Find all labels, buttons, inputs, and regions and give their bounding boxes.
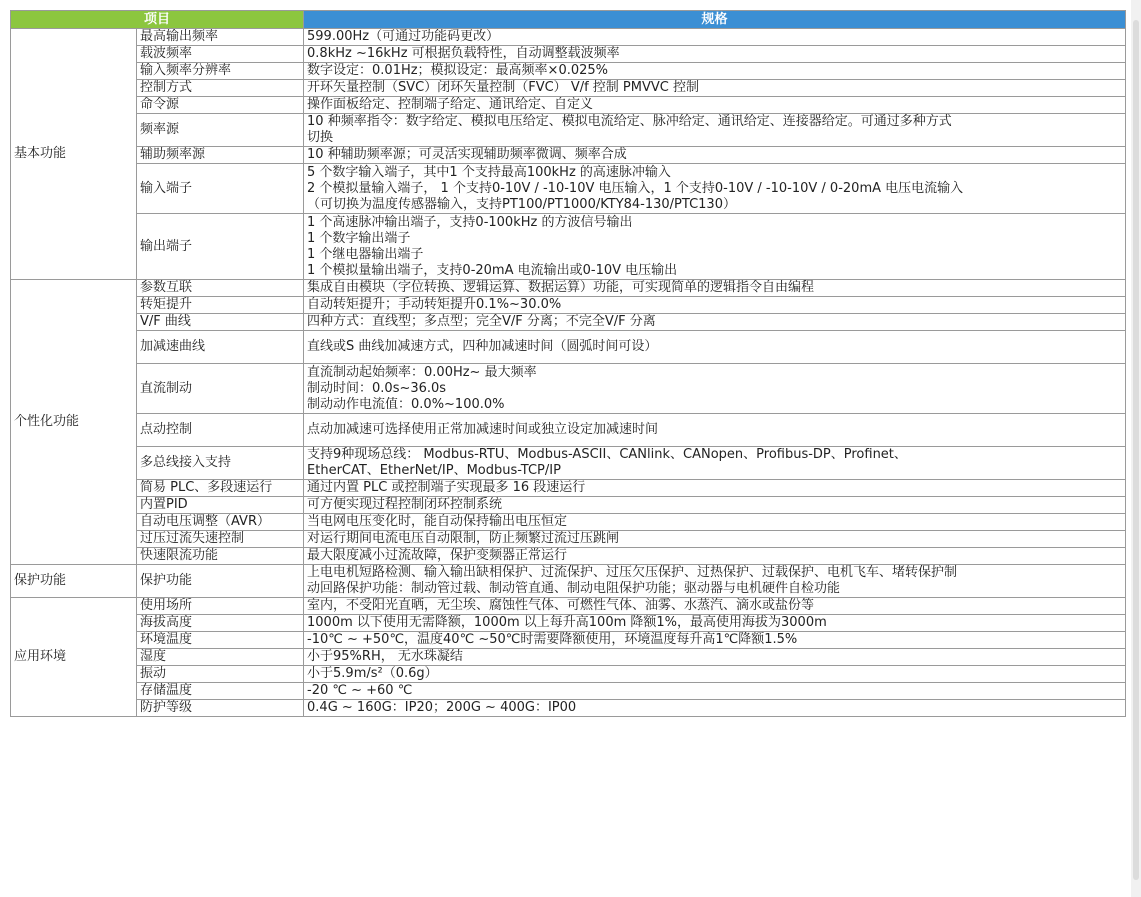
spec-cell: 上电电机短路检测、输入输出缺相保护、过流保护、过压欠压保护、过热保护、过载保护、电机飞车、堵转保护制 动回路保护功能：制动管过载、制动管直通、制动电阻保护功能；驱动器与电机硬件自检功能 — [304, 565, 1126, 598]
item-name-cell: 存储温度 — [137, 683, 304, 700]
table-row — [11, 615, 1126, 632]
table-row — [11, 565, 1126, 598]
header-item: 项目 — [11, 11, 304, 29]
table-row — [11, 280, 1126, 297]
table-row — [11, 97, 1126, 114]
item-name-cell: 快速限流功能 — [137, 548, 304, 565]
table-row — [11, 29, 1126, 46]
item-name-cell: 最高输出频率 — [137, 29, 304, 46]
table-row — [11, 114, 1126, 147]
spec-cell: 支持9种现场总线： Modbus-RTU、Modbus-ASCII、CANlink、CANopen、Profibus-DP、Profinet、 EtherCAT、EtherNet/IP、Modbus-TCP/IP — [304, 447, 1126, 480]
table-row — [11, 314, 1126, 331]
table-row — [11, 331, 1126, 364]
table-row — [11, 63, 1126, 80]
spec-cell: 当电网电压变化时，能自动保持输出电压恒定 — [304, 514, 1126, 531]
spec-cell: 开环矢量控制（SVC）闭环矢量控制（FVC） V/f 控制 PMVVC 控制 — [304, 80, 1126, 97]
item-name-cell: 自动电压调整（AVR） — [137, 514, 304, 531]
item-name-cell: 命令源 — [137, 97, 304, 114]
table-row — [11, 364, 1126, 414]
item-name-cell: 湿度 — [137, 649, 304, 666]
spec-cell: 5 个数字输入端子，其中1 个支持最高100kHz 的高速脉冲输入 2 个模拟量输入端子， 1 个支持0-10V / -10-10V 电压输入，1 个支持0-10V / -10-10V / 0-20mA 电压电流输入 （可切换为温度传感器输入，支持PT100/PT1000/KTY84-130/PTC130） — [304, 164, 1126, 214]
spec-cell: 数字设定：0.01Hz；模拟设定：最高频率×0.025% — [304, 63, 1126, 80]
item-name-cell: 转矩提升 — [137, 297, 304, 314]
item-name-cell: 保护功能 — [137, 565, 304, 598]
table-row — [11, 414, 1126, 447]
table-header-row — [11, 11, 1126, 29]
item-name-cell: 使用场所 — [137, 598, 304, 615]
spec-cell: 可方便实现过程控制闭环控制系统 — [304, 497, 1126, 514]
item-name-cell: 控制方式 — [137, 80, 304, 97]
item-name-cell: 过压过流失速控制 — [137, 531, 304, 548]
item-name-cell: 防护等级 — [137, 700, 304, 717]
item-name-cell: 辅助频率源 — [137, 147, 304, 164]
header-spec: 规格 — [304, 11, 1126, 29]
category-cell: 个性化功能 — [11, 280, 137, 565]
table-row — [11, 147, 1126, 164]
item-name-cell: 载波频率 — [137, 46, 304, 63]
item-name-cell: 海拔高度 — [137, 615, 304, 632]
table-row — [11, 514, 1126, 531]
spec-cell: 室内，不受阳光直晒，无尘埃、腐蚀性气体、可燃性气体、油雾、水蒸汽、滴水或盐份等 — [304, 598, 1126, 615]
table-row — [11, 683, 1126, 700]
spec-cell: 操作面板给定、控制端子给定、通讯给定、自定义 — [304, 97, 1126, 114]
item-name-cell: 环境温度 — [137, 632, 304, 649]
spec-cell: 小于95%RH， 无水珠凝结 — [304, 649, 1126, 666]
item-name-cell: 内置PID — [137, 497, 304, 514]
table-row — [11, 700, 1126, 717]
item-name-cell: 简易 PLC、多段速运行 — [137, 480, 304, 497]
category-cell: 保护功能 — [11, 565, 137, 598]
item-name-cell: 频率源 — [137, 114, 304, 147]
spec-cell: 四种方式：直线型；多点型；完全V/F 分离；不完全V/F 分离 — [304, 314, 1126, 331]
item-name-cell: 振动 — [137, 666, 304, 683]
spec-cell: 599.00Hz（可通过功能码更改） — [304, 29, 1126, 46]
spec-cell: 集成自由模块（字位转换、逻辑运算、数据运算）功能，可实现简单的逻辑指令自由编程 — [304, 280, 1126, 297]
table-row — [11, 548, 1126, 565]
item-name-cell: 多总线接入支持 — [137, 447, 304, 480]
table-row — [11, 531, 1126, 548]
table-body — [11, 29, 1126, 717]
item-name-cell: 直流制动 — [137, 364, 304, 414]
item-name-cell: 加减速曲线 — [137, 331, 304, 364]
table-row — [11, 649, 1126, 666]
spec-cell: 小于5.9m/s²（0.6g） — [304, 666, 1126, 683]
category-cell: 基本功能 — [11, 29, 137, 280]
spec-cell: 点动加减速可选择使用正常加减速时间或独立设定加减速时间 — [304, 414, 1126, 447]
table-row — [11, 164, 1126, 214]
table-row — [11, 632, 1126, 649]
spec-cell: 自动转矩提升；手动转矩提升0.1%~30.0% — [304, 297, 1126, 314]
item-name-cell: V/F 曲线 — [137, 314, 304, 331]
spec-cell: 对运行期间电流电压自动限制，防止频繁过流过压跳闸 — [304, 531, 1126, 548]
table-row — [11, 480, 1126, 497]
spec-cell: 直流制动起始频率：0.00Hz~ 最大频率 制动时间：0.0s~36.0s 制动动作电流值：0.0%~100.0% — [304, 364, 1126, 414]
item-name-cell: 输出端子 — [137, 214, 304, 280]
spec-cell: 0.4G ~ 160G：IP20；200G ~ 400G：IP00 — [304, 700, 1126, 717]
item-name-cell: 参数互联 — [137, 280, 304, 297]
spec-cell: -20 ℃ ~ +60 ℃ — [304, 683, 1126, 700]
table-row — [11, 297, 1126, 314]
table-row — [11, 214, 1126, 280]
spec-cell: 1000m 以下使用无需降额，1000m 以上每升高100m 降额1%，最高使用海拔为3000m — [304, 615, 1126, 632]
category-cell: 应用环境 — [11, 598, 137, 717]
item-name-cell: 点动控制 — [137, 414, 304, 447]
table-row — [11, 447, 1126, 480]
spec-cell: 10 种辅助频率源；可灵活实现辅助频率微调、频率合成 — [304, 147, 1126, 164]
scrollbar-thumb[interactable] — [1133, 20, 1139, 880]
table-row — [11, 46, 1126, 63]
spec-cell: 最大限度减小过流故障，保护变频器正常运行 — [304, 548, 1126, 565]
spec-cell: 直线或S 曲线加减速方式，四种加减速时间（圆弧时间可设） — [304, 331, 1126, 364]
spec-cell: 1 个高速脉冲输出端子，支持0-100kHz 的方波信号输出 1 个数字输出端子 1 个继电器输出端子 1 个模拟量输出端子，支持0-20mA 电流输出或0-10V 电压输出 — [304, 214, 1126, 280]
table-row — [11, 666, 1126, 683]
table-row — [11, 80, 1126, 97]
spec-cell: 0.8kHz ~16kHz 可根据负载特性，自动调整载波频率 — [304, 46, 1126, 63]
table-row — [11, 598, 1126, 615]
item-name-cell: 输入端子 — [137, 164, 304, 214]
spec-cell: 10 种频率指令：数字给定、模拟电压给定、模拟电流给定、脉冲给定、通讯给定、连接器给定。可通过多种方式 切换 — [304, 114, 1126, 147]
spec-cell: -10℃ ~ +50℃，温度40℃ ~50℃时需要降额使用，环境温度每升高1℃降额1.5% — [304, 632, 1126, 649]
vertical-scrollbar[interactable] — [1131, 0, 1141, 897]
item-name-cell: 输入频率分辨率 — [137, 63, 304, 80]
table-row — [11, 497, 1126, 514]
spec-table — [10, 10, 1126, 717]
spec-cell: 通过内置 PLC 或控制端子实现最多 16 段速运行 — [304, 480, 1126, 497]
